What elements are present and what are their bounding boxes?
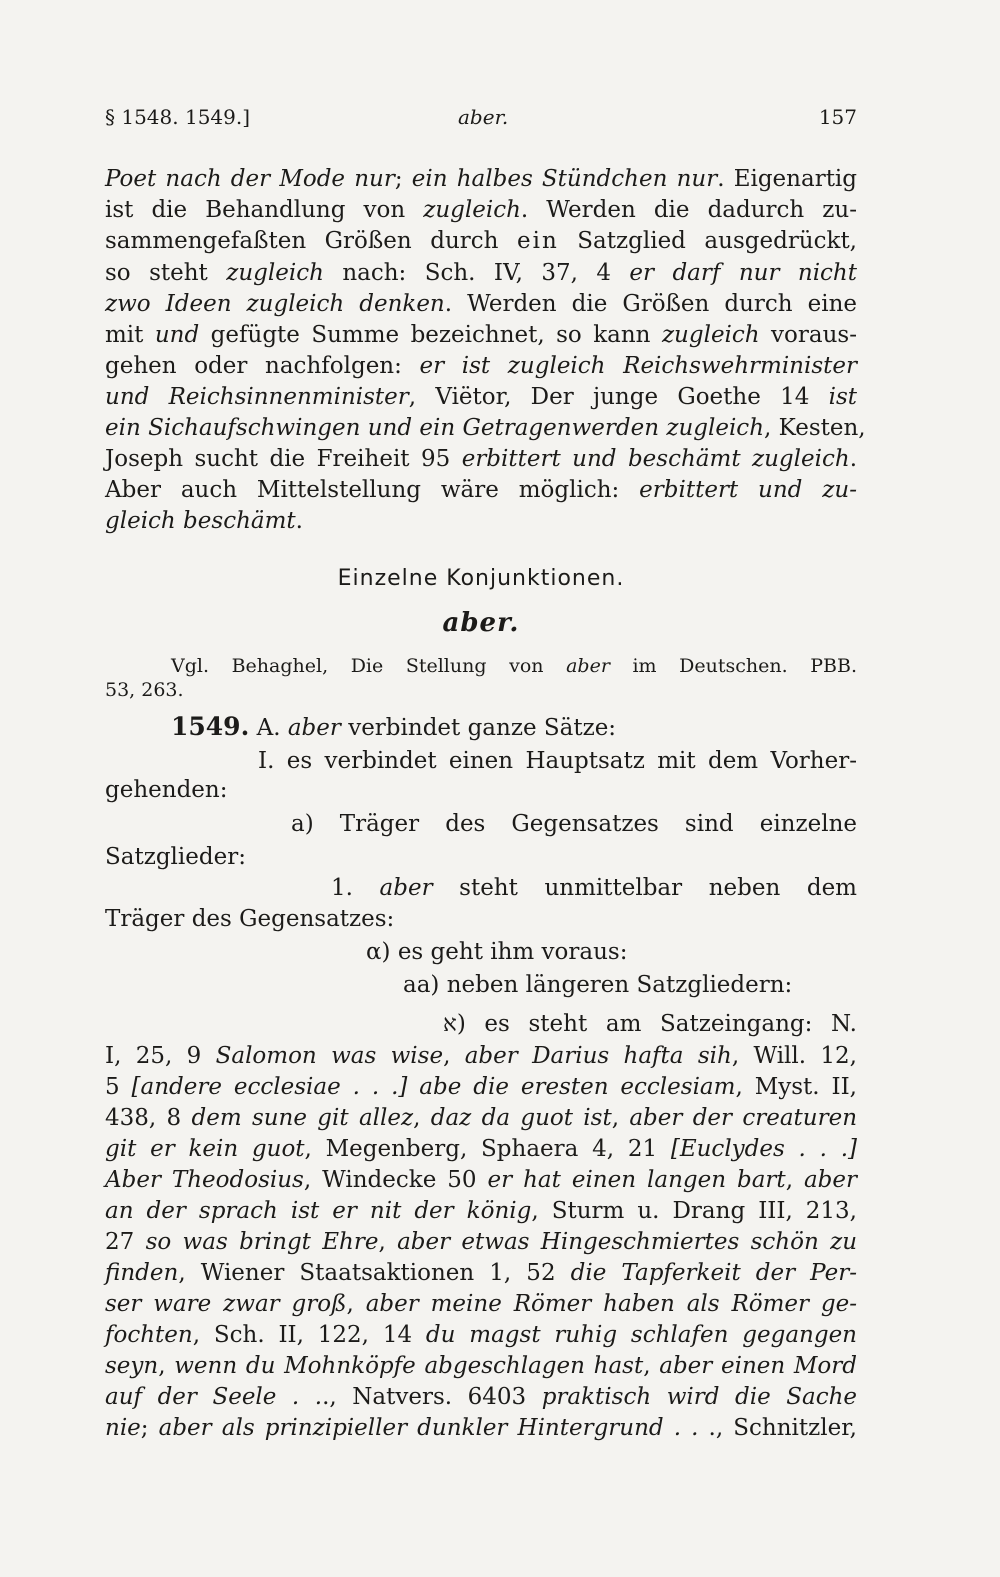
text-line: so steht zugleich nach: Sch. IV, 37, 4 er darf nur nicht — [105, 260, 857, 286]
text-line: mit und gefügte Summe bezeichnet, so kann zugleich voraus- — [105, 322, 857, 348]
text-line: Aber Theodosius, Windecke 50 er hat einen langen bart, aber — [105, 1167, 858, 1193]
running-header — [105, 101, 857, 135]
text-line: finden, Wiener Staatsaktionen 1, 52 die Tapferkeit der Per- — [105, 1260, 857, 1286]
text-line: nie; aber als prinzipieller dunkler Hintergrund . . ., Schnitzler, — [105, 1415, 857, 1441]
text-line: ein Sichaufschwingen und ein Getragenwerden zugleich, Kesten, — [105, 415, 866, 441]
text-line: an der sprach ist er nit der könig, Sturm u. Drang III, 213, — [105, 1198, 857, 1224]
text-line: gehenden: — [105, 777, 228, 803]
text-line: sammengefaßten Größen durch ein Satzglied ausgedrückt, — [105, 228, 857, 254]
text-line: 1549. A. aber verbindet ganze Sätze: — [171, 712, 617, 741]
text-line: א) es steht am Satzeingang: N. — [443, 1011, 857, 1037]
text-line: und Reichsinnenminister, Viëtor, Der junge Goethe 14 ist — [105, 384, 858, 410]
text-line: ser ware zwar groß, aber meine Römer haben als Römer ge- — [105, 1291, 858, 1317]
header-section-numbers: § 1548. 1549.] — [105, 105, 251, 129]
text-line: aa) neben längeren Satzgliedern: — [403, 972, 793, 998]
text-line: aber. — [442, 608, 520, 638]
text-line: I. es verbindet einen Hauptsatz mit dem Vorher- — [258, 748, 857, 774]
page-number: 157 — [818, 105, 857, 129]
text-line: Aber auch Mittelstellung wäre möglich: erbittert und zu- — [105, 477, 857, 503]
text-line: gleich beschämt. — [105, 508, 303, 534]
text-line: I, 25, 9 Salomon was wise, aber Darius hafta sih, Will. 12, — [105, 1043, 857, 1069]
header-title: aber. — [458, 105, 509, 129]
text-line: 27 so was bringt Ehre, aber etwas Hingeschmiertes schön zu — [105, 1229, 858, 1255]
text-line: Poet nach der Mode nur; ein halbes Stündchen nur. Eigenartig — [105, 166, 858, 192]
text-line: seyn, wenn du Mohnköpfe abgeschlagen hast, aber einen Mord — [105, 1353, 857, 1379]
text-line: Träger des Gegensatzes: — [105, 906, 395, 932]
text-line: 5 [andere ecclesiae . . .] abe die eresten ecclesiam, Myst. II, — [105, 1074, 857, 1100]
text-line: Vgl. Behaghel, Die Stellung von aber im Deutschen. PBB. — [171, 655, 857, 677]
text-line: auf der Seele . .., Natvers. 6403 praktisch wird die Sache — [105, 1384, 857, 1410]
text-line: Einzelne Konjunktionen. — [337, 566, 625, 591]
text-line: git er kein guot, Megenberg, Sphaera 4, 21 [Euclydes . . .] — [105, 1136, 857, 1162]
text-line: 53, 263. — [105, 679, 184, 701]
text-line: zwo Ideen zugleich denken. Werden die Größen durch eine — [105, 291, 857, 317]
text-line: α) es geht ihm voraus: — [366, 939, 628, 965]
text-line: 438, 8 dem sune git allez, daz da guot ist, aber der creaturen — [105, 1105, 858, 1131]
text-line: gehen oder nachfolgen: er ist zugleich Reichswehrminister — [105, 353, 857, 379]
text-line: ist die Behandlung von zugleich. Werden die dadurch zu- — [105, 197, 857, 223]
text-line: 1. aber steht unmittelbar neben dem — [331, 875, 857, 901]
text-line: Satzglieder: — [105, 844, 246, 870]
text-line: Joseph sucht die Freiheit 95 erbittert und beschämt zugleich. — [105, 446, 857, 472]
text-line: fochten, Sch. II, 122, 14 du magst ruhig schlafen gegangen — [105, 1322, 857, 1348]
text-line: a) Träger des Gegensatzes sind einzelne — [291, 811, 857, 837]
